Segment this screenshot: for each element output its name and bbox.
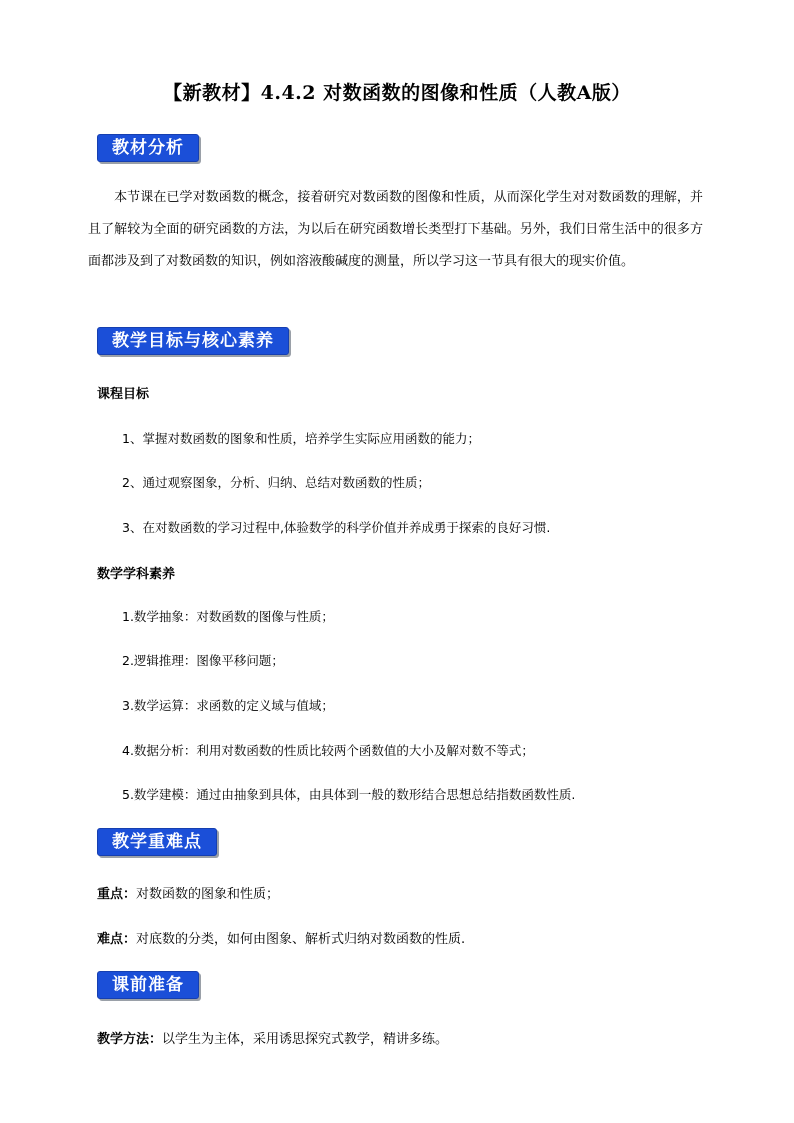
analysis-paragraph-text: 本节课在已学对数函数的概念，接着研究对数函数的图像和性质，从而深化学生对对数函数的理解，并且了解较为全面的研究函数的方法，为以后在研究函数增长类型打下基础。另外，我们日常生活中的很多方面都涉及到了对数函数的知识，例如溶液酸碱度的测量，所以学习这一节具有很大的现实价值。 [88, 190, 703, 269]
course-goal-item: 3、在对数函数的学习过程中,体验数学的科学价值并养成勇于探索的良好习惯. [122, 520, 551, 535]
method-line [97, 1028, 448, 1047]
method-label: 教学方法： [97, 1032, 163, 1047]
literacy-heading: 数学学科素养 [97, 567, 176, 582]
section-badge-goals: 教学目标与核心素养 [97, 327, 289, 355]
literacy-item: 1.数学抽象：对数函数的图像与性质； [122, 609, 334, 624]
focus-text: 对数函数的图象和性质； [136, 887, 280, 902]
literacy-item: 5.数学建模：通过由抽象到具体，由具体到一般的数形结合思想总结指数函数性质. [122, 787, 576, 802]
section-badge-key-points: 教学重难点 [97, 828, 217, 856]
focus-label: 重点： [97, 887, 137, 902]
section-badge-preparation: 课前准备 [97, 971, 199, 999]
literacy-item: 4.数据分析：利用对数函数的性质比较两个函数值的大小及解对数不等式； [122, 743, 534, 758]
course-goal-item: 1、掌握对数函数的图象和性质，培养学生实际应用函数的能力； [122, 431, 480, 446]
method-text: 以学生为主体，采用诱思探究式教学，精讲多练。 [162, 1032, 449, 1047]
literacy-item: 2.逻辑推理：图像平移问题； [122, 653, 284, 668]
course-goal-item: 2、通过观察图象，分析、归纳、总结对数函数的性质； [122, 475, 430, 490]
section-badge-analysis: 教材分析 [97, 134, 199, 162]
difficulty-label: 难点： [97, 932, 137, 947]
difficulty-text: 对底数的分类，如何由图象、解析式归纳对数函数的性质. [136, 932, 466, 947]
focus-line [97, 883, 279, 902]
document-title: 【新教材】4.4.2 对数函数的图像和性质（人教A版） [163, 82, 631, 104]
course-goals-heading: 课程目标 [97, 387, 150, 402]
analysis-paragraph [88, 182, 703, 278]
difficulty-line [97, 928, 465, 947]
literacy-item: 3.数学运算：求函数的定义域与值域； [122, 698, 334, 713]
